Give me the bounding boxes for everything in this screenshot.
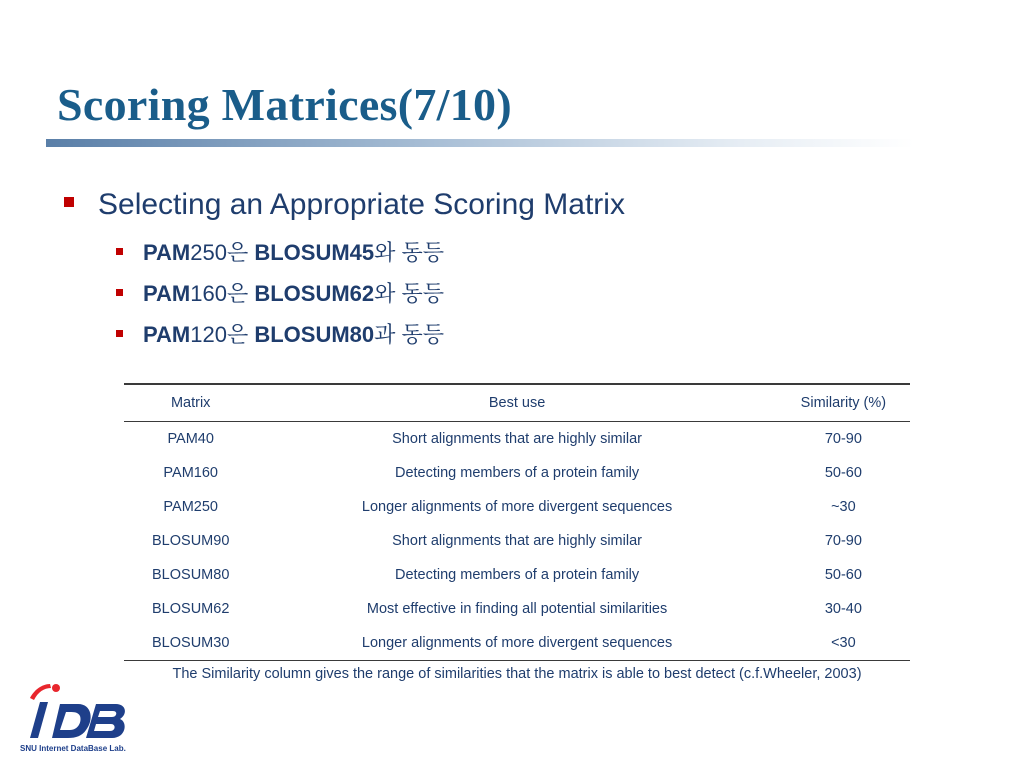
slide-title: Scoring Matrices(7/10): [57, 79, 512, 130]
particle: 은: [226, 281, 255, 306]
scoring-matrix-table: [124, 383, 910, 661]
pam-label: PAM: [143, 281, 191, 306]
blosum-label: BLOSUM80: [254, 322, 375, 347]
best-use-cell: Short alignments that are highly similar: [392, 431, 642, 447]
logo-caption: SNU Internet DataBase Lab.: [20, 744, 126, 753]
sub-bullet: [116, 318, 444, 349]
particle: 와 동등: [374, 281, 445, 306]
table-row: [124, 626, 910, 661]
blosum-label: BLOSUM45: [254, 240, 375, 265]
table-row: [124, 558, 910, 592]
column-header-matrix: Matrix: [124, 384, 257, 422]
matrix-cell: BLOSUM30: [124, 626, 257, 661]
similarity-cell: 30-40: [824, 601, 862, 617]
pam-number: 160: [190, 281, 227, 306]
bullet-main-text: Selecting an Appropriate Scoring Matrix: [98, 188, 625, 221]
table-header-row: [124, 384, 910, 422]
matrix-cell: PAM40: [167, 431, 214, 447]
best-use-cell: Most effective in finding all potential similarities: [366, 601, 668, 617]
square-bullet-icon: [116, 330, 123, 337]
matrix-cell: PAM160: [163, 465, 218, 481]
particle: 와 동등: [374, 240, 445, 265]
best-use-cell: Detecting members of a protein family: [394, 567, 640, 583]
table-row: [124, 592, 910, 626]
square-bullet-icon: [116, 289, 123, 296]
similarity-cell: 50-60: [824, 567, 862, 583]
matrix-cell: BLOSUM90: [152, 533, 230, 549]
square-bullet-icon: [64, 197, 74, 207]
matrix-cell: PAM250: [163, 499, 218, 515]
similarity-cell: 70-90: [824, 431, 862, 447]
matrix-cell: BLOSUM62: [152, 601, 230, 617]
pam-number: 120: [190, 322, 227, 347]
sub-bullet: [116, 277, 444, 308]
column-header-best-use: Best use: [257, 384, 776, 422]
table-row: [124, 422, 910, 457]
table-row: [124, 456, 910, 490]
table-footnote: The Similarity column gives the range of similarities that the matrix is able to best detect (c.f.Wheeler, 2003): [172, 666, 862, 682]
pam-label: PAM: [143, 322, 191, 347]
best-use-cell: Short alignments that are highly similar: [392, 533, 642, 549]
table-row: [124, 490, 910, 524]
pam-number: 250: [190, 240, 227, 265]
blosum-label: BLOSUM62: [254, 281, 375, 306]
best-use-cell: Longer alignments of more divergent sequences: [361, 499, 673, 515]
column-header-similarity: Similarity (%): [777, 384, 910, 422]
sub-bullet: [116, 236, 444, 267]
pam-label: PAM: [143, 240, 191, 265]
title-underline: [46, 139, 914, 147]
particle: 은: [226, 322, 255, 347]
similarity-cell: ~30: [831, 499, 856, 515]
best-use-cell: Detecting members of a protein family: [394, 465, 640, 481]
best-use-cell: Longer alignments of more divergent sequences: [257, 626, 776, 661]
similarity-cell: 70-90: [824, 533, 862, 549]
bullet-main: [64, 188, 625, 222]
particle: 은: [226, 240, 255, 265]
similarity-cell: 50-60: [824, 465, 862, 481]
particle: 과 동등: [374, 322, 445, 347]
table-row: [124, 524, 910, 558]
similarity-cell: <30: [777, 626, 910, 661]
matrix-cell: BLOSUM80: [152, 567, 230, 583]
square-bullet-icon: [116, 248, 123, 255]
